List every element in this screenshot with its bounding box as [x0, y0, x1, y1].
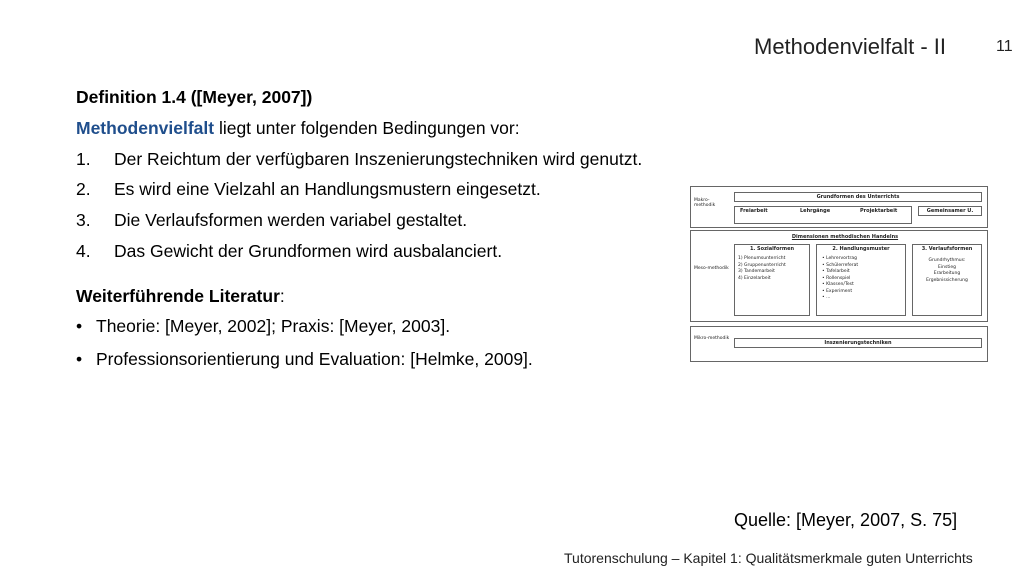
grundform-item: Gemeinsamer U. [926, 208, 974, 214]
sozialform-item: 4) Einzelarbeit [738, 275, 771, 281]
condition-number: 1. [76, 148, 91, 169]
methodik-diagram [690, 186, 988, 362]
literature-item [76, 315, 656, 338]
literature-list [76, 315, 656, 371]
page-header-title: Methodenvielfalt - II [754, 34, 946, 59]
handlungsmuster-item: • Rollenspiel [822, 275, 851, 281]
handlungsmuster-item: • Klassen/Test [822, 282, 854, 288]
condition-text: Die Verlaufsformen werden variabel gestaltet. [114, 210, 468, 230]
condition-text: Das Gewicht der Grundformen wird ausbalanciert. [114, 240, 503, 261]
sozialform-item: 2) Gruppenunterricht [738, 262, 786, 268]
handlungsmuster-item: • Lehrervortrag [822, 256, 857, 261]
sozialform-item: 3) Tandemarbeit [738, 269, 775, 275]
makro-label: Makro-methodik [694, 198, 716, 209]
handlungsmuster-item: • Tafelarbeit [822, 269, 850, 275]
literature-text: Theorie: [Meyer, 2002]; Praxis: [Meyer, 2003]. [96, 316, 451, 337]
meso-label: Meso-methodik [694, 266, 729, 271]
verlaufsform-item: Grundrhythmus: [928, 258, 966, 263]
literature-heading [76, 285, 656, 308]
grundform-item: Freiarbeit [740, 208, 768, 214]
sozialform-item: 1) Plenumsunterricht [738, 256, 786, 261]
handlungsmuster-list [822, 256, 858, 302]
slide-content [76, 86, 656, 381]
intro-rest: liegt unter folgenden Bedingungen vor: [214, 117, 520, 138]
literature-item [76, 348, 656, 371]
handlungsmuster-title: 2. Handlungsmuster [832, 246, 890, 252]
verlaufsform-item: Einstieg [938, 264, 956, 270]
literature-text: Professionsorientierung und Evaluation: [Helmke, 2009]. [96, 349, 533, 369]
grundform-item: Projektarbeit [860, 208, 898, 214]
verlaufsform-item: Ergebnissicherung [926, 277, 968, 283]
dimensionen-title: Dimensionen methodischen Handelns [791, 234, 899, 240]
source-citation: Quelle: [Meyer, 2007, S. 75] [734, 510, 958, 530]
verlaufsform-item: Erarbeitung [933, 271, 961, 277]
condition-item [76, 209, 656, 232]
inszenierung-title: Inszenierungstechniken [824, 340, 892, 346]
grundform-item: Lehrgänge [800, 208, 831, 214]
condition-text: Es wird eine Vielzahl an Handlungsmustern eingesetzt. [114, 179, 541, 200]
page-number: 11 [996, 38, 1013, 55]
literature-heading-text: Weiterführende Literatur [76, 285, 280, 306]
handlungsmuster-item: • ... [822, 295, 831, 301]
definition-heading: Definition 1.4 ([Meyer, 2007]) [76, 87, 313, 107]
literature-heading-colon: : [279, 285, 285, 306]
condition-text: Der Reichtum der verfügbaren Inszenierungstechniken wird genutzt. [114, 148, 643, 169]
condition-item [76, 240, 656, 263]
footer-text: Tutorenschulung – Kapitel 1: Qualitätsmerkmale guten Unterrichts [564, 550, 973, 566]
intro-line [76, 117, 656, 140]
sozialformen-list [738, 256, 786, 282]
conditions-list [76, 148, 656, 263]
condition-item [76, 148, 656, 171]
mikro-label: Mikro-methodik [694, 336, 730, 341]
sozialformen-title: 1. Sozialformen [749, 246, 795, 252]
intro-term: Methodenvielfalt [76, 117, 215, 138]
condition-number: 3. [76, 210, 91, 230]
grundformen-title: Grundformen des Unterrichts [816, 194, 900, 200]
condition-number: 4. [76, 240, 91, 261]
verlaufsformen-title: 3. Verlaufsformen [921, 246, 973, 252]
bullet-icon: • [76, 349, 83, 369]
bullet-icon: • [76, 316, 83, 337]
handlungsmuster-item: • Experiment [822, 288, 853, 294]
condition-item [76, 178, 656, 201]
verlaufsformen-list [912, 258, 982, 284]
handlungsmuster-item: • Schülerreferat [822, 262, 859, 268]
condition-number: 2. [76, 179, 91, 200]
